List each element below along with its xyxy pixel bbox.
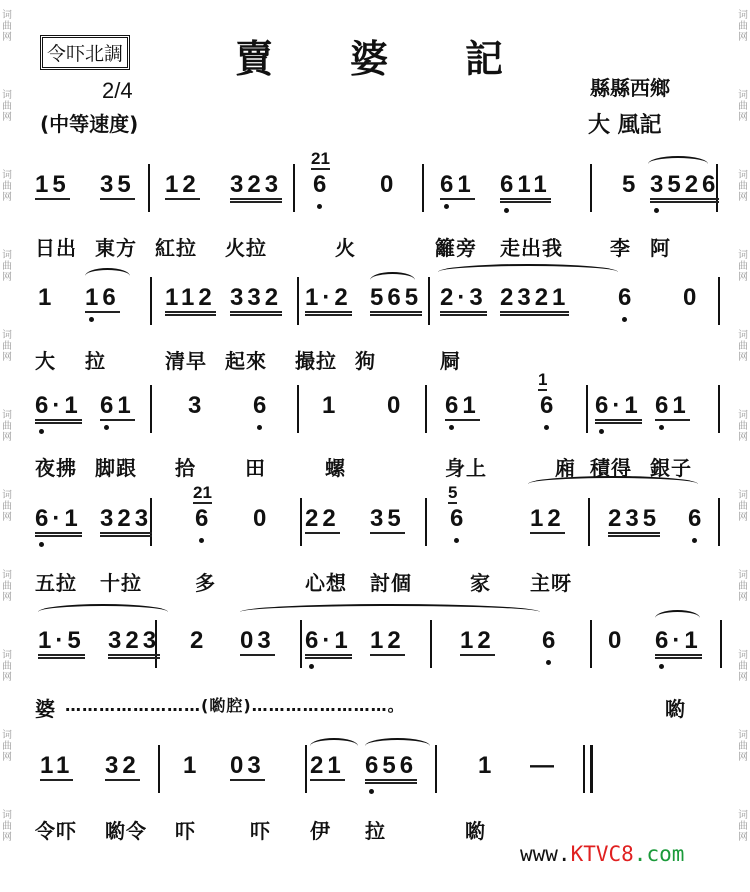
low-octave-dot xyxy=(449,425,454,430)
slur-mark xyxy=(240,604,540,620)
lyric-text: 狗 xyxy=(355,349,376,373)
slur-mark xyxy=(648,156,708,172)
low-octave-dot xyxy=(546,660,551,665)
note-group: 6·1 xyxy=(35,393,82,424)
low-octave-dot xyxy=(544,425,549,430)
note-group: 6·1 xyxy=(35,506,82,537)
title-char-3: 記 xyxy=(465,36,504,81)
side-watermark: 词 曲 网 xyxy=(2,650,12,683)
low-octave-dot xyxy=(309,664,314,669)
barline xyxy=(590,620,592,668)
note-group: 32 xyxy=(105,752,140,779)
note-group: 611 xyxy=(500,172,551,203)
lyric-text: 五拉 xyxy=(35,571,77,595)
note-group: 0 xyxy=(683,284,701,311)
note-group: 6 xyxy=(540,392,558,419)
barline xyxy=(150,277,152,325)
low-octave-dot xyxy=(504,208,509,213)
lyric-text: 屙 xyxy=(440,349,461,373)
note-group: 0 xyxy=(253,505,271,532)
lyric-text: 主呀 xyxy=(530,571,572,595)
barline xyxy=(435,745,437,793)
barline xyxy=(718,498,720,546)
note-group: 61 xyxy=(655,392,690,419)
note-group: 6 xyxy=(688,505,706,532)
barline xyxy=(300,620,302,668)
low-octave-dot xyxy=(692,538,697,543)
lyric-text: 籬旁 xyxy=(435,236,477,260)
barline xyxy=(150,385,152,433)
lyric-text: 日出 xyxy=(35,236,77,260)
lyric-text: 火 xyxy=(335,236,356,260)
low-octave-dot xyxy=(454,538,459,543)
barline xyxy=(148,164,150,212)
note-group: 235 xyxy=(608,506,660,537)
lyric-text: ……………………(喲腔)……………………。 xyxy=(65,696,405,715)
note-group: 323 xyxy=(108,628,160,659)
side-watermark: 词 曲 网 xyxy=(2,810,12,843)
note-group: 6·1 xyxy=(305,628,352,659)
note-group: 1·5 xyxy=(38,628,85,659)
low-octave-dot xyxy=(317,204,322,209)
lyric-text: 起來 xyxy=(225,349,267,373)
low-octave-dot xyxy=(89,317,94,322)
title-char-2: 婆 xyxy=(350,36,389,81)
note-group: 3526 xyxy=(650,172,719,203)
side-watermark: 词 曲 网 xyxy=(2,570,12,603)
note-group: 0 xyxy=(387,392,405,419)
grace-note: 1 xyxy=(538,370,548,389)
low-octave-dot xyxy=(659,425,664,430)
lyric-text: 拉 xyxy=(85,349,106,373)
note-group: 6 xyxy=(542,627,560,654)
note-group: 0 xyxy=(608,627,626,654)
watermark-suffix: .com xyxy=(633,842,685,866)
slur-mark xyxy=(85,268,130,284)
note-group: 61 xyxy=(445,392,480,419)
slur-mark xyxy=(438,264,618,280)
note-group: 6 xyxy=(313,171,331,198)
barline xyxy=(428,277,430,325)
low-octave-dot xyxy=(39,429,44,434)
lyric-text: 火拉 xyxy=(225,236,267,260)
watermark-prefix: www. xyxy=(520,842,571,866)
note-group: 1·2 xyxy=(305,285,352,316)
note-group: 03 xyxy=(230,752,265,779)
note-group: 6 xyxy=(450,505,468,532)
side-watermark: 词 曲 网 xyxy=(738,170,748,203)
note-group: — xyxy=(530,752,558,779)
lyric-text: 李 xyxy=(610,236,631,260)
note-group: 656 xyxy=(365,753,417,784)
tempo-marking: (中等速度) xyxy=(40,112,139,136)
barline xyxy=(718,385,720,433)
note-group: 0 xyxy=(380,171,398,198)
slur-mark xyxy=(528,476,698,492)
title-char-1: 賣 xyxy=(235,36,274,81)
note-group: 1 xyxy=(322,392,340,419)
lyric-text: 阿 xyxy=(650,236,671,260)
note-group: 2·3 xyxy=(440,285,487,316)
side-watermark: 词 曲 网 xyxy=(738,570,748,603)
note-group: 5 xyxy=(622,171,640,198)
lyric-text: 拉 xyxy=(365,819,386,843)
grace-note: 21 xyxy=(311,149,330,168)
note-group: 112 xyxy=(165,285,216,316)
lyric-text: 吓 xyxy=(250,819,271,843)
slur-mark xyxy=(655,610,700,626)
barline xyxy=(718,277,720,325)
side-watermark: 词 曲 网 xyxy=(738,250,748,283)
note-group: 6 xyxy=(253,392,271,419)
lyric-text: 十拉 xyxy=(100,571,142,595)
barline xyxy=(430,620,432,668)
note-group: 565 xyxy=(370,285,422,316)
lyric-text: 討個 xyxy=(370,571,412,595)
lyric-text: 心想 xyxy=(305,571,347,595)
grace-note: 21 xyxy=(193,483,212,502)
side-watermark: 词 曲 网 xyxy=(2,490,12,523)
note-group: 12 xyxy=(370,627,405,654)
low-octave-dot xyxy=(369,789,374,794)
note-group: 2 xyxy=(190,627,208,654)
note-group: 03 xyxy=(240,627,275,654)
lyric-text: 喲 xyxy=(465,819,486,843)
lyric-text: 銀子 xyxy=(650,456,692,480)
note-group: 6 xyxy=(195,505,213,532)
side-watermark: 词 曲 网 xyxy=(2,170,12,203)
slur-mark xyxy=(38,604,168,620)
barline xyxy=(583,745,585,793)
source-label: 縣縣西鄉 xyxy=(590,76,670,100)
note-group: 35 xyxy=(100,171,135,198)
low-octave-dot xyxy=(444,204,449,209)
note-group: 16 xyxy=(85,284,120,311)
barline xyxy=(720,620,722,668)
barline xyxy=(158,745,160,793)
note-group: 15 xyxy=(35,171,70,198)
barline xyxy=(305,745,307,793)
lyric-text: 田 xyxy=(245,456,266,480)
lyric-text: 夜拂 xyxy=(35,456,77,480)
side-watermark: 词 曲 网 xyxy=(2,330,12,363)
low-octave-dot xyxy=(659,664,664,669)
lyric-text: 走出我 xyxy=(500,236,563,260)
lyric-text: 積得 xyxy=(590,456,632,480)
note-group: 22 xyxy=(305,505,340,532)
lyric-text: 紅拉 xyxy=(155,236,197,260)
site-watermark xyxy=(520,842,684,866)
slur-mark xyxy=(365,738,430,754)
barline xyxy=(425,498,427,546)
side-watermark: 词 曲 网 xyxy=(2,730,12,763)
note-group: 12 xyxy=(460,627,495,654)
note-group: 61 xyxy=(100,392,135,419)
note-group: 12 xyxy=(530,505,565,532)
lyric-text: 身上 xyxy=(445,456,487,480)
note-group: 1 xyxy=(183,752,201,779)
lyric-text: 拾 xyxy=(175,456,196,480)
note-group: 332 xyxy=(230,285,282,316)
barline xyxy=(422,164,424,212)
side-watermark: 词 曲 网 xyxy=(2,250,12,283)
side-watermark: 词 曲 网 xyxy=(738,330,748,363)
note-group: 3 xyxy=(188,392,206,419)
lyric-text: 清早 xyxy=(165,349,207,373)
note-group: 6·1 xyxy=(595,393,642,424)
note-group: 1 xyxy=(478,752,496,779)
lyric-text: 吓 xyxy=(175,819,196,843)
note-group: 323 xyxy=(230,172,282,203)
lyric-text: 喲令 xyxy=(105,819,147,843)
lyric-text: 東方 xyxy=(95,236,137,260)
note-group: 11 xyxy=(40,752,74,779)
lyric-text: 伊 xyxy=(310,819,331,843)
side-watermark: 词 曲 网 xyxy=(738,410,748,443)
side-watermark: 词 曲 网 xyxy=(738,650,748,683)
note-group: 6 xyxy=(618,284,636,311)
watermark-brand: KTVC8 xyxy=(570,842,634,866)
grace-note: 5 xyxy=(448,483,458,502)
barline xyxy=(297,385,299,433)
side-watermark: 词 曲 网 xyxy=(2,410,12,443)
barline xyxy=(588,498,590,546)
lyric-text: 婆 xyxy=(35,697,56,721)
note-group: 21 xyxy=(310,752,345,779)
lyric-text: 喲 xyxy=(665,697,686,721)
note-group: 1 xyxy=(38,284,56,311)
lyric-text: 螺 xyxy=(325,456,346,480)
lyric-text: 撮拉 xyxy=(295,349,337,373)
final-barline xyxy=(590,745,593,793)
side-watermark: 词 曲 网 xyxy=(738,10,748,43)
lyric-text: 令吓 xyxy=(35,819,77,843)
side-watermark: 词 曲 网 xyxy=(738,730,748,763)
side-watermark: 词 曲 网 xyxy=(2,10,12,43)
barline xyxy=(425,385,427,433)
barline xyxy=(590,164,592,212)
note-group: 6·1 xyxy=(655,628,702,659)
low-octave-dot xyxy=(39,542,44,547)
side-watermark: 词 曲 网 xyxy=(738,810,748,843)
side-watermark: 词 曲 网 xyxy=(738,490,748,523)
low-octave-dot xyxy=(199,538,204,543)
note-group: 2321 xyxy=(500,285,569,316)
barline xyxy=(586,385,588,433)
lyric-text: 家 xyxy=(470,571,491,595)
note-group: 323 xyxy=(100,506,152,537)
barline xyxy=(297,277,299,325)
lyric-text: 脚跟 xyxy=(95,456,137,480)
mode-label: 令吓北調 xyxy=(40,35,130,70)
note-group: 35 xyxy=(370,505,405,532)
low-octave-dot xyxy=(104,425,109,430)
side-watermark: 词 曲 网 xyxy=(738,90,748,123)
low-octave-dot xyxy=(622,317,627,322)
slur-mark xyxy=(370,272,415,288)
low-octave-dot xyxy=(654,208,659,213)
lyric-text: 大 xyxy=(35,349,56,373)
lyric-text: 廂 xyxy=(555,456,576,480)
side-watermark: 词 曲 网 xyxy=(2,90,12,123)
lyric-text: 多 xyxy=(195,571,216,595)
slur-mark xyxy=(310,738,358,754)
low-octave-dot xyxy=(599,429,604,434)
time-signature: 2/4 xyxy=(102,78,133,103)
recorder-label: 大 風記 xyxy=(588,113,662,138)
note-group: 12 xyxy=(165,171,200,198)
low-octave-dot xyxy=(257,425,262,430)
barline xyxy=(293,164,295,212)
note-group: 61 xyxy=(440,171,475,198)
barline xyxy=(300,498,302,546)
